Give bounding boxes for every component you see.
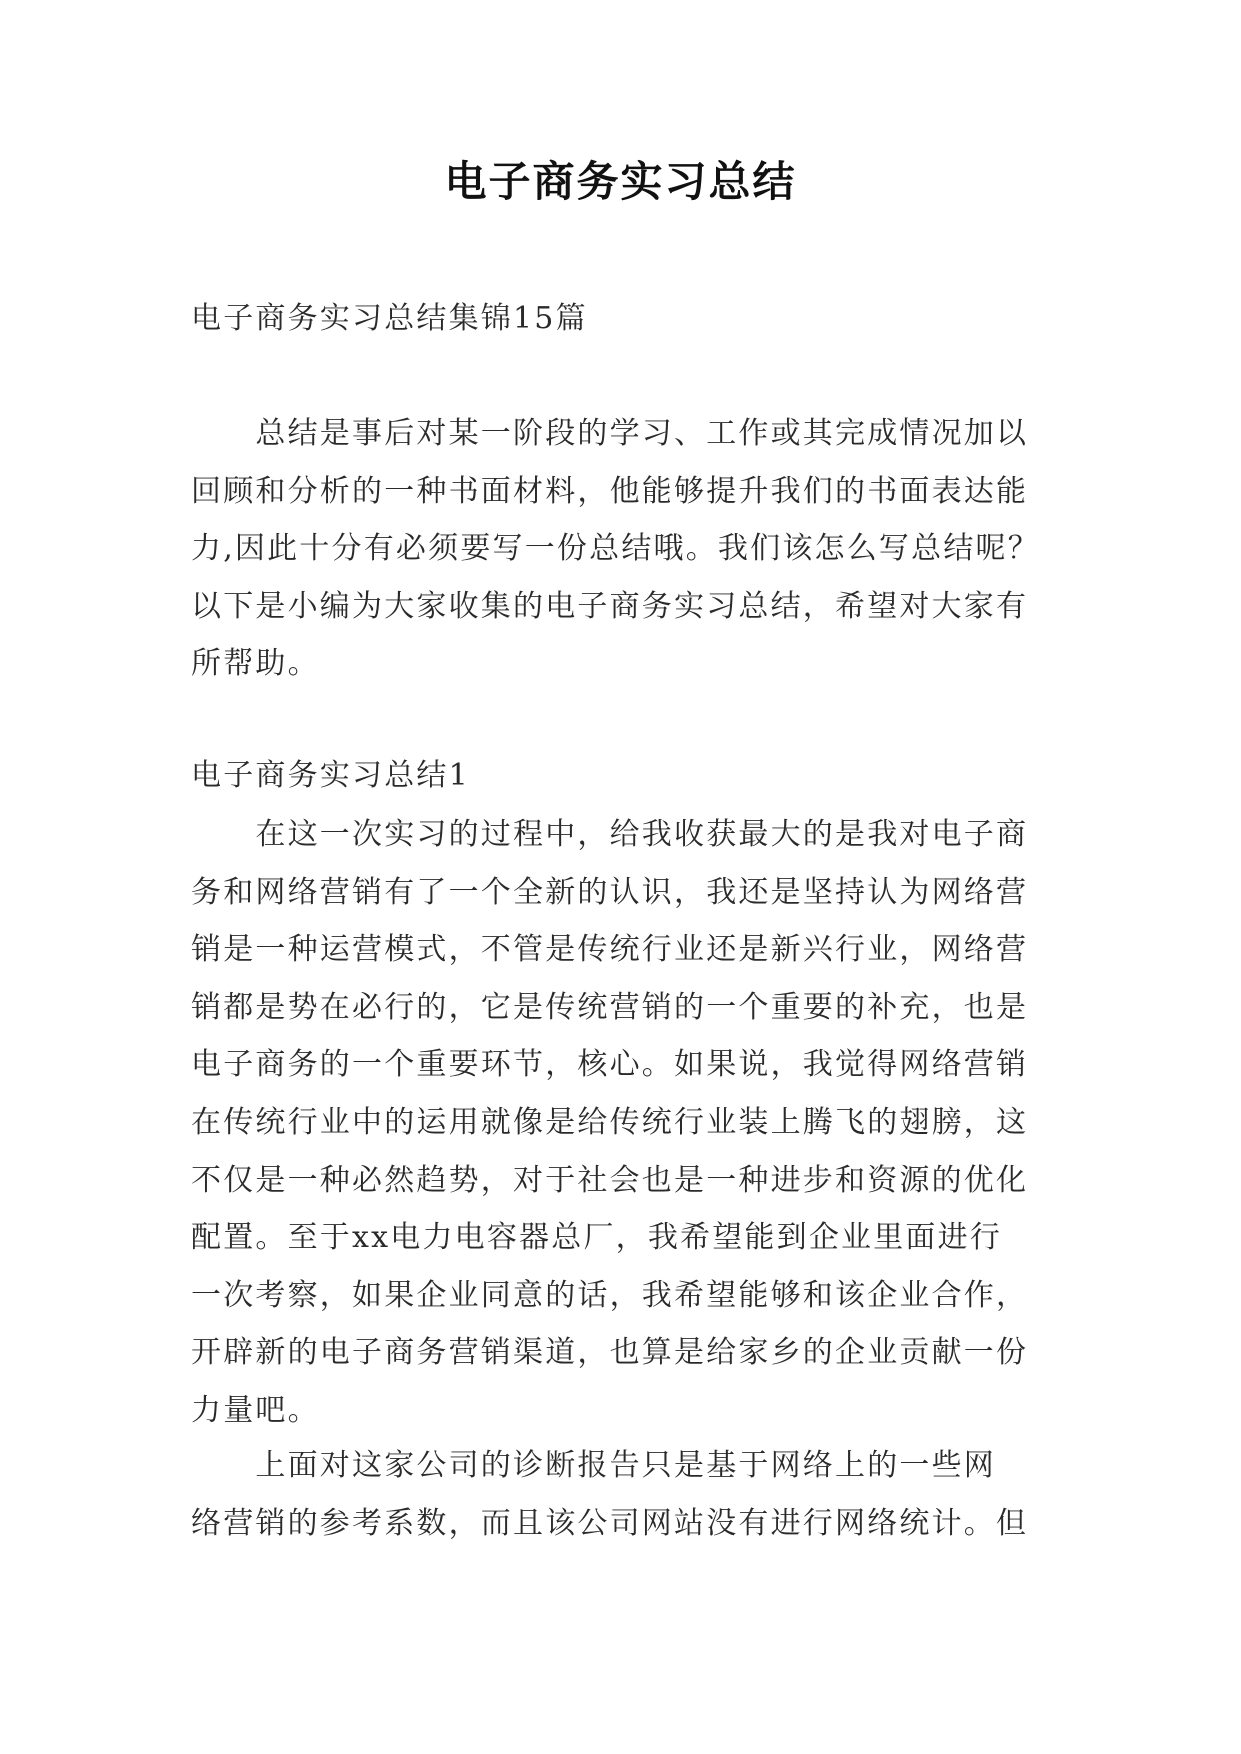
intro-line: 回顾和分析的一种书面材料，他能够提升我们的书面表达能 (191, 473, 1029, 509)
section-line: 开辟新的电子商务营销渠道，也算是给家乡的企业贡献一份 (191, 1335, 1029, 1371)
section-line: 电子商务的一个重要环节，核心。如果说，我觉得网络营销 (191, 1047, 1029, 1083)
section-line: 销都是势在必行的，它是传统营销的一个重要的补充，也是 (191, 989, 1029, 1025)
section-line: 一次考察，如果企业同意的话，我希望能够和该企业合作， (191, 1277, 1029, 1313)
section-paragraph (191, 806, 1051, 1440)
intro-line: 总结是事后对某一阶段的学习、工作或其完成情况加以 (191, 416, 1029, 451)
section-heading-line: 电子商务实习总结1 (191, 758, 470, 793)
paragraph-line: 上面对这家公司的诊断报告只是基于网络上的一些网 (191, 1448, 996, 1483)
section-line: 务和网络营销有了一个全新的认识，我还是坚持认为网络营 (191, 874, 1029, 910)
section-line: 在传统行业中的运用就像是给传统行业装上腾飞的翅膀，这 (191, 1104, 1029, 1140)
section-line: 力量吧。 (191, 1392, 320, 1428)
section-heading (191, 747, 1051, 805)
section-line: 销是一种运营模式，不管是传统行业还是新兴行业，网络营 (191, 932, 1029, 968)
section-line: 在这一次实习的过程中，给我收获最大的是我对电子商 (191, 817, 1029, 852)
document-title: 电子商务实习总结 (444, 157, 797, 206)
section-line: 不仅是一种必然趋势，对于社会也是一种进步和资源的优化 (191, 1162, 1029, 1198)
subtitle-line: 电子商务实习总结集锦15篇 (191, 301, 588, 336)
document-subtitle (191, 290, 1051, 348)
intro-line: 以下是小编为大家收集的电子商务实习总结，希望对大家有 (191, 588, 1029, 624)
paragraph-line: 络营销的参考系数，而且该公司网站没有进行网络统计。但 (191, 1505, 1029, 1541)
section-line: 配置。至于xx电力电容器总厂，我希望能到企业里面进行 (191, 1220, 1003, 1256)
second-paragraph (191, 1437, 1051, 1552)
intro-line: 力,因此十分有必须要写一份总结哦。我们该怎么写总结呢？ (191, 531, 1040, 567)
intro-paragraph (191, 405, 1051, 693)
intro-line: 所帮助。 (191, 646, 320, 682)
